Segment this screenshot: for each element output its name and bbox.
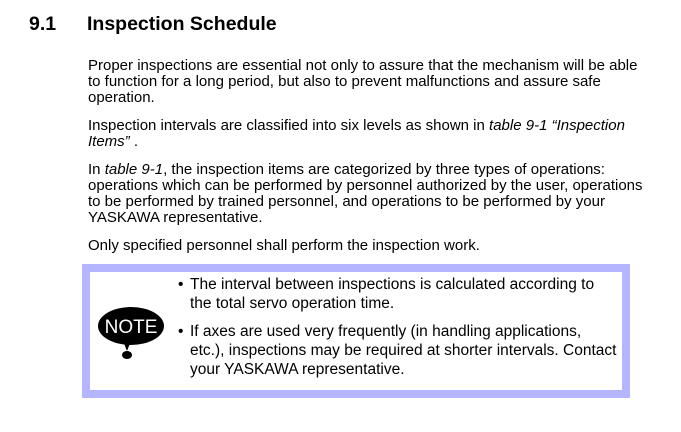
note-item [178, 322, 618, 379]
table-reference: table 9-1 “Inspection Items” [88, 117, 625, 150]
paragraph-categories-text: , the inspection items are categorized by three types of operations: operations which can be performed by personnel authorized by the user, operations to be performed by trained personnel, and operations to be performed by your YASKAWA representative. [88, 161, 643, 226]
section-title: Inspection Schedule [87, 13, 277, 35]
note-item-text: If axes are used very frequently (in handling applications, etc.), inspections may be required at shorter intervals. Contact your YASKAWA representative. [190, 323, 617, 378]
paragraph-intervals [88, 118, 648, 150]
bullet-icon: • [178, 276, 184, 293]
note-icon [97, 304, 165, 360]
note-icon-label: NOTE [104, 317, 158, 338]
section-heading [29, 13, 277, 36]
note-box [82, 264, 630, 398]
table-reference: table 9-1 [104, 161, 164, 178]
note-list [178, 275, 618, 379]
paragraph-intervals-text: Inspection intervals are classified into six levels as shown in [88, 117, 490, 134]
paragraph-categories [88, 162, 648, 226]
paragraph-intervals-end: . [129, 133, 139, 150]
section-number: 9.1 [29, 13, 57, 35]
note-item [178, 275, 618, 313]
paragraph-purpose: Proper inspections are essential not only to assure that the mechanism will be able to function for a long period, but also to prevent malfunctions and assure safe operation. [88, 57, 638, 106]
bullet-icon: • [178, 323, 184, 340]
paragraph-categories-intro: In [88, 161, 105, 178]
paragraph-personnel: Only specified personnel shall perform the inspection work. [88, 237, 480, 254]
note-item-text: The interval between inspections is calculated according to the total servo operation time. [190, 276, 595, 312]
